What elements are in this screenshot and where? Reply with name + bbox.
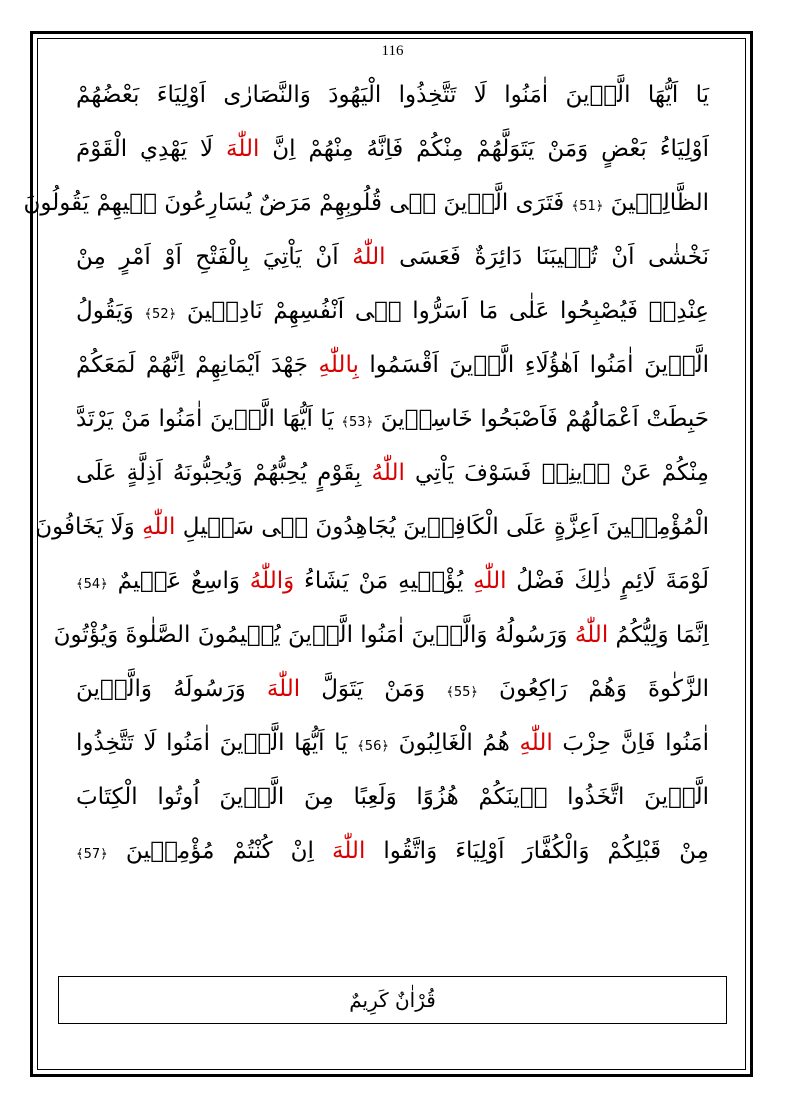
text-line-13: اٰمَنُوا فَاِنَّ حِزْبَ اللّٰهِ هُمُ الْغَالِبُونَ ﴿56﴾ يَا اَيُّهَا الَّذٖينَ اٰمَنُوا لَا تَتَّخِذُوا: [76, 730, 709, 756]
divine-name: وَاللّٰهُ: [249, 568, 295, 594]
divine-name: بِاللّٰهِ: [318, 352, 359, 378]
text-line-10: لَوْمَةَ لَائِمٍ ذٰلِكَ فَضْلُ اللّٰهِ يُؤْتٖيهِ مَنْ يَشَاءُ وَاللّٰهُ وَاسِعٌ عَلٖيمٌ ﴿54﴾: [76, 568, 709, 594]
divine-name: اللّٰهُ: [352, 244, 386, 270]
ayah-number-marker: ﴿53﴾: [341, 415, 374, 430]
ayah-number-marker: ﴿57﴾: [76, 847, 108, 862]
footer-title: قُرْاٰنٌ كَرِيمٌ: [349, 988, 436, 1012]
text-line-1: يَا اَيُّهَا الَّذٖينَ اٰمَنُوا لَا تَتَّخِذُوا الْيَهُودَ وَالنَّصَارٰى اَوْلِيَاءَ بَعْضُهُمْ: [76, 82, 709, 108]
ayah-number-marker: ﴿52﴾: [144, 307, 177, 322]
text-line-6: الَّذٖينَ اٰمَنُوا اَهٰؤُلَاءِ الَّذٖينَ اَقْسَمُوا بِاللّٰهِ جَهْدَ اَيْمَانِهِمْ اِنَّهُمْ لَمَعَكُمْ: [76, 352, 709, 378]
text-line-7: حَبِطَتْ اَعْمَالُهُمْ فَاَصْبَحُوا خَاسِرٖينَ ﴿53﴾ يَا اَيُّهَا الَّذٖينَ اٰمَنُوا مَنْ يَرْتَدَّ: [76, 406, 709, 432]
footer-title-box: [58, 976, 727, 1024]
divine-name: اللّٰهِ: [519, 730, 553, 756]
divine-name: اللّٰهَ: [226, 136, 260, 162]
divine-name: اللّٰهَ: [266, 676, 301, 702]
text-line-14: الَّذٖينَ اتَّخَذُوا دٖينَكُمْ هُزُوًا وَلَعِبًا مِنَ الَّذٖينَ اُوتُوا الْكِتَابَ: [76, 784, 709, 810]
divine-name: اللّٰهَ: [331, 838, 366, 864]
text-line-5: عِنْدِهٖ فَيُصْبِحُوا عَلٰى مَا اَسَرُّوا فٖى اَنْفُسِهِمْ نَادِمٖينَ ﴿52﴾ وَيَقُولُ: [76, 298, 709, 324]
text-line-3: الظَّالِمٖينَ ﴿51﴾ فَتَرَى الَّذٖينَ فٖى قُلُوبِهِمْ مَرَضٌ يُسَارِعُونَ فٖيهِمْ يَقُولُونَ: [23, 190, 709, 216]
text-line-15: مِنْ قَبْلِكُمْ وَالْكُفَّارَ اَوْلِيَاءَ وَاتَّقُوا اللّٰهَ اِنْ كُنْتُمْ مُؤْمِنٖينَ ﴿57﴾: [76, 838, 709, 864]
divine-name: اللّٰهُ: [574, 622, 609, 648]
text-line-8: مِنْكُمْ عَنْ دٖينِهٖ فَسَوْفَ يَاْتِي اللّٰهُ بِقَوْمٍ يُحِبُّهُمْ وَيُحِبُّونَهُ اَذِلَّةٍ عَلَى: [76, 460, 709, 486]
ayah-number-marker: ﴿56﴾: [357, 739, 389, 754]
page-number: 116: [381, 43, 404, 59]
text-line-9: الْمُؤْمِنٖينَ اَعِزَّةٍ عَلَى الْكَافِرٖينَ يُجَاهِدُونَ فٖى سَبٖيلِ اللّٰهِ وَلَا يَخَافُونَ: [35, 514, 709, 540]
text-line-11: اِنَّمَا وَلِيُّكُمُ اللّٰهُ وَرَسُولُهُ وَالَّذٖينَ اٰمَنُوا الَّذٖينَ يُقٖيمُونَ الصَّلٰوةَ وَيُؤْتُونَ: [53, 622, 709, 648]
divine-name: اللّٰهِ: [142, 514, 176, 540]
text-line-12: الزَّكٰوةَ وَهُمْ رَاكِعُونَ ﴿55﴾ وَمَنْ يَتَوَلَّ اللّٰهَ وَرَسُولَهُ وَالَّذٖينَ: [76, 676, 709, 702]
ayah-number-marker: ﴿51﴾: [571, 199, 604, 214]
text-line-4: نَخْشٰى اَنْ تُصٖيبَنَا دَائِرَةٌ فَعَسَى اللّٰهُ اَنْ يَاْتِيَ بِالْفَتْحِ اَوْ اَمْرٍ مِنْ: [76, 244, 709, 270]
divine-name: اللّٰهِ: [473, 568, 507, 594]
ayah-number-marker: ﴿55﴾: [446, 685, 478, 700]
divine-name: اللّٰهُ: [371, 460, 405, 486]
quran-text-block: [23, 68, 709, 878]
ayah-number-marker: ﴿54﴾: [76, 577, 108, 592]
text-line-2: اَوْلِيَاءُ بَعْضٍ وَمَنْ يَتَوَلَّهُمْ مِنْكُمْ فَاِنَّهُ مِنْهُمْ اِنَّ اللّٰهَ لَا يَهْدِي الْقَوْمَ: [76, 136, 709, 162]
